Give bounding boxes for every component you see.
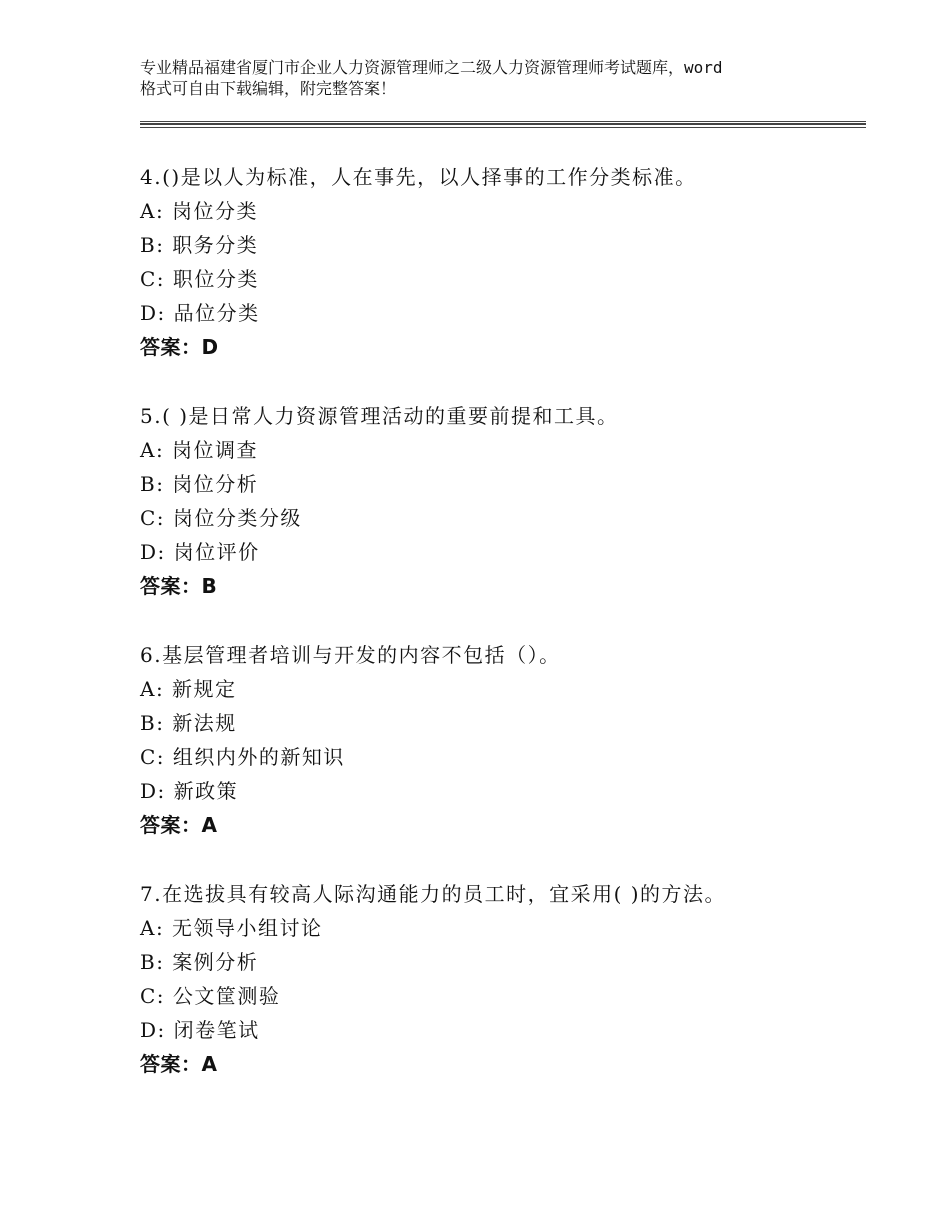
option-d: D: 品位分类 — [140, 301, 260, 325]
header-divider-bottom — [140, 127, 866, 128]
option-d: D: 岗位评价 — [140, 540, 260, 564]
question-stem: 7.在选拔具有较高人际沟通能力的员工时，宜采用( )的方法。 — [140, 882, 727, 906]
question-stem: 6.基层管理者培训与开发的内容不包括（）。 — [140, 643, 561, 667]
question-4 — [140, 160, 866, 364]
header-divider-top — [140, 121, 866, 122]
option-c: C: 岗位分类分级 — [140, 506, 302, 530]
option-c: C: 组织内外的新知识 — [140, 745, 345, 769]
document-header — [140, 57, 830, 99]
option-b: B: 职务分类 — [140, 233, 259, 257]
header-title-line-1: 专业精品福建省厦门市企业人力资源管理师之二级人力资源管理师考试题库，word — [140, 58, 723, 77]
option-a: A: 无领导小组讨论 — [140, 916, 323, 940]
answer: 答案：A — [140, 1052, 218, 1076]
option-a: A: 岗位调查 — [140, 438, 259, 462]
option-b: B: 岗位分析 — [140, 472, 259, 496]
option-c: C: 公文筐测验 — [140, 984, 281, 1008]
question-7 — [140, 877, 866, 1081]
option-b: B: 案例分析 — [140, 950, 259, 974]
answer: 答案：D — [140, 335, 219, 359]
question-5 — [140, 399, 866, 603]
option-d: D: 闭卷笔试 — [140, 1018, 260, 1042]
answer: 答案：A — [140, 813, 218, 837]
question-stem: 4.()是以人为标准，人在事先，以人择事的工作分类标准。 — [140, 165, 697, 189]
option-d: D: 新政策 — [140, 779, 239, 803]
option-a: A: 新规定 — [140, 677, 237, 701]
option-a: A: 岗位分类 — [140, 199, 259, 223]
question-6 — [140, 638, 866, 842]
header-title-line-2: 格式可自由下载编辑，附完整答案！ — [140, 79, 397, 98]
option-c: C: 职位分类 — [140, 267, 259, 291]
answer: 答案：B — [140, 574, 218, 598]
question-stem: 5.( )是日常人力资源管理活动的重要前提和工具。 — [140, 404, 619, 428]
header-divider-middle — [140, 123, 866, 125]
option-b: B: 新法规 — [140, 711, 237, 735]
